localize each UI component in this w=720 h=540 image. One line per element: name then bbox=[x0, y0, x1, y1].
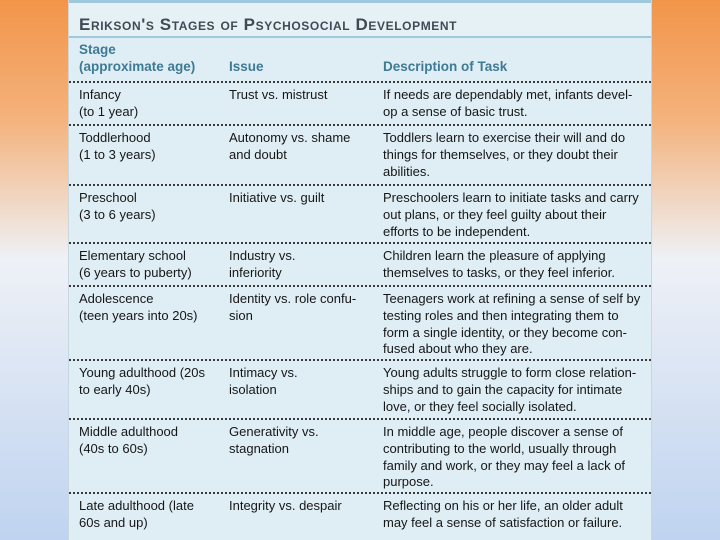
stage-cell-line: (1 to 3 years) bbox=[79, 146, 156, 162]
description-cell-line: testing roles and then integrating them to bbox=[383, 307, 619, 323]
description-cell-line: fused about who they are. bbox=[383, 341, 533, 357]
stage-cell-line: (40s to 60s) bbox=[79, 440, 148, 456]
stage-cell-line: Young adulthood (20s bbox=[79, 365, 206, 380]
issue-cell-line: Identity vs. role confu- bbox=[229, 291, 357, 306]
issue-cell-line: isolation bbox=[229, 381, 277, 397]
description-cell-line: purpose. bbox=[383, 474, 434, 490]
table-row bbox=[69, 124, 651, 184]
issue-cell-line: sion bbox=[229, 307, 253, 323]
issue-cell bbox=[229, 291, 377, 325]
description-cell-line: love, or they feel socially isolated. bbox=[383, 398, 577, 414]
stage-cell bbox=[79, 87, 219, 121]
description-cell-line: Children learn the pleasure of applying bbox=[383, 248, 606, 263]
header-stage-line: (approximate age) bbox=[79, 58, 196, 74]
issue-cell-line: Industry vs. bbox=[229, 248, 296, 263]
stage-cell-line: Late adulthood (late bbox=[79, 498, 194, 513]
issue-cell-line: and doubt bbox=[229, 146, 287, 162]
description-cell-line: Young adults struggle to form close relation- bbox=[383, 365, 637, 380]
description-cell-line: ships and to gain the capacity for intimate bbox=[383, 381, 623, 397]
description-cell bbox=[383, 291, 647, 358]
issue-cell bbox=[229, 248, 377, 282]
issue-cell-line: Trust vs. mistrust bbox=[229, 87, 328, 102]
issue-cell-line: Autonomy vs. shame bbox=[229, 130, 351, 145]
issue-cell-line: Integrity vs. despair bbox=[229, 498, 342, 513]
stage-cell-line: Toddlerhood bbox=[79, 130, 151, 145]
description-cell bbox=[383, 498, 647, 532]
description-cell-line: efforts to be independent. bbox=[383, 223, 531, 239]
header-issue: Issue bbox=[229, 59, 264, 74]
stage-cell-line: (to 1 year) bbox=[79, 103, 139, 119]
stage-cell-line: Preschool bbox=[79, 190, 137, 205]
table-title: Erikson's Stages of Psychosocial Development bbox=[79, 15, 458, 34]
table-row bbox=[69, 242, 651, 285]
description-cell bbox=[383, 190, 647, 240]
issue-cell bbox=[229, 365, 377, 399]
issue-cell bbox=[229, 498, 377, 515]
stage-cell bbox=[79, 424, 219, 458]
description-cell-line: abilities. bbox=[383, 163, 430, 179]
stage-cell bbox=[79, 130, 219, 164]
stage-cell bbox=[79, 365, 219, 399]
description-cell-line: Reflecting on his or her life, an older adult bbox=[383, 498, 623, 513]
description-cell-line: form a single identity, or they become con- bbox=[383, 324, 627, 340]
stage-cell-line: (6 years to puberty) bbox=[79, 264, 192, 280]
issue-cell bbox=[229, 87, 377, 104]
table-row bbox=[69, 359, 651, 418]
description-cell-line: Preschoolers learn to initiate tasks and carry bbox=[383, 190, 639, 205]
description-cell-line: Toddlers learn to exercise their will and do bbox=[383, 130, 626, 145]
description-cell bbox=[383, 424, 647, 491]
table-header bbox=[69, 42, 651, 80]
description-cell bbox=[383, 248, 647, 282]
stage-cell-line: Infancy bbox=[79, 87, 121, 102]
table-row bbox=[69, 492, 651, 540]
description-cell-line: out plans, or they feel guilty about their bbox=[383, 206, 607, 222]
stage-cell bbox=[79, 190, 219, 224]
description-cell-line: family and work, or they may feel a lack of bbox=[383, 457, 626, 473]
issue-cell bbox=[229, 190, 377, 207]
description-cell-line: may feel a sense of satisfaction or failure. bbox=[383, 514, 623, 530]
issue-cell bbox=[229, 130, 377, 164]
description-cell bbox=[383, 87, 647, 121]
stage-cell-line: (3 to 6 years) bbox=[79, 206, 156, 222]
table-row bbox=[69, 81, 651, 124]
table-card bbox=[68, 0, 652, 540]
stage-cell-line: Middle adulthood bbox=[79, 424, 179, 439]
issue-cell bbox=[229, 424, 377, 458]
description-cell-line: If needs are dependably met, infants devel- bbox=[383, 87, 633, 102]
issue-cell-line: Intimacy vs. bbox=[229, 365, 298, 380]
description-cell-line: In middle age, people discover a sense of bbox=[383, 424, 623, 439]
description-cell bbox=[383, 130, 647, 180]
header-stage bbox=[79, 42, 219, 75]
description-cell-line: op a sense of basic trust. bbox=[383, 103, 528, 119]
table-row bbox=[69, 184, 651, 242]
stage-cell bbox=[79, 291, 219, 325]
header-stage-line: Stage bbox=[79, 42, 116, 57]
issue-cell-line: Generativity vs. bbox=[229, 424, 319, 439]
issue-cell-line: Initiative vs. guilt bbox=[229, 190, 325, 205]
title-bar bbox=[69, 0, 651, 38]
stage-cell-line: 60s and up) bbox=[79, 514, 148, 530]
stage-cell-line: to early 40s) bbox=[79, 381, 151, 397]
issue-cell-line: inferiority bbox=[229, 264, 282, 280]
issue-cell-line: stagnation bbox=[229, 440, 289, 456]
table-row bbox=[69, 285, 651, 359]
description-cell bbox=[383, 365, 647, 415]
description-cell-line: things for themselves, or they doubt their bbox=[383, 146, 618, 162]
title-rule bbox=[69, 36, 651, 38]
stage-cell-line: Elementary school bbox=[79, 248, 186, 263]
stage-cell bbox=[79, 498, 219, 532]
description-cell-line: Teenagers work at refining a sense of self by bbox=[383, 291, 641, 306]
description-cell-line: themselves to tasks, or they feel inferior. bbox=[383, 264, 615, 280]
stage-cell bbox=[79, 248, 219, 282]
stage-cell-line: (teen years into 20s) bbox=[79, 307, 198, 323]
header-description: Description of Task bbox=[383, 59, 508, 74]
description-cell-line: contributing to the world, usually through bbox=[383, 440, 617, 456]
table-row bbox=[69, 418, 651, 492]
stage-cell-line: Adolescence bbox=[79, 291, 154, 306]
